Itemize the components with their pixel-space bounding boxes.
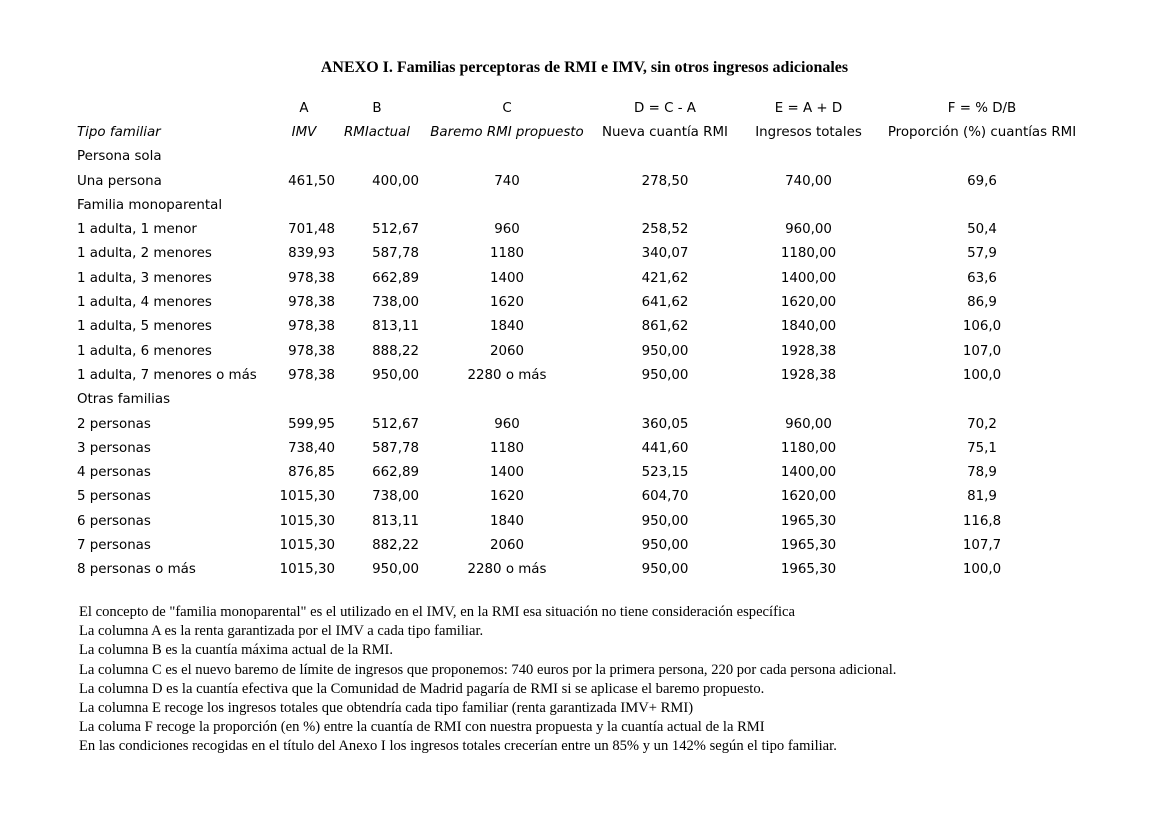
table-row xyxy=(77,363,1082,387)
nueva-cuantia-value: 441,60 xyxy=(641,440,689,456)
nueva-cuantia-value: 861,62 xyxy=(641,319,689,335)
ingresos-totales-value: 1928,38 xyxy=(780,343,837,359)
column-letter-c: C xyxy=(502,100,512,116)
rmi-actual-value: 813,11 xyxy=(372,513,419,529)
column-letter-e: E = A + D xyxy=(774,100,843,116)
row-label: 1 adulta, 6 menores xyxy=(77,343,212,359)
rmi-actual-value: 888,22 xyxy=(372,343,419,359)
proporcion-value: 78,9 xyxy=(967,465,997,481)
baremo-value: 1840 xyxy=(489,319,525,335)
baremo-value: 2280 o más xyxy=(467,562,547,578)
table-row xyxy=(77,460,1082,484)
section-heading: Otras familias xyxy=(77,392,171,408)
ingresos-totales-value: 1400,00 xyxy=(780,270,837,286)
row-label: 1 adulta, 5 menores xyxy=(77,319,212,335)
imv-value: 1015,30 xyxy=(279,489,335,505)
column-letter-f: F = % D/B xyxy=(947,100,1017,116)
nueva-cuantia-value: 950,00 xyxy=(641,562,689,578)
ingresos-totales-value: 1840,00 xyxy=(780,319,837,335)
imv-value: 1015,30 xyxy=(279,537,335,553)
table-row xyxy=(77,339,1082,363)
header-tipo-familiar: Tipo familiar xyxy=(77,124,161,140)
imv-value: 701,48 xyxy=(288,222,335,238)
rmi-actual-value: 512,67 xyxy=(372,222,419,238)
header-baremo-rmi: Baremo RMI propuesto xyxy=(430,124,584,140)
table-row xyxy=(77,533,1082,557)
rmi-actual-value: 400,00 xyxy=(372,173,419,189)
proporcion-value: 70,2 xyxy=(967,416,997,432)
proporcion-value: 57,9 xyxy=(967,246,997,262)
row-label: 8 personas o más xyxy=(77,562,196,578)
proporcion-value: 100,0 xyxy=(962,367,1002,383)
row-label: 2 personas xyxy=(77,416,151,432)
table-row xyxy=(77,558,1082,582)
row-label: 1 adulta, 4 menores xyxy=(77,295,212,311)
row-label: 1 adulta, 3 menores xyxy=(77,270,212,286)
imv-value: 461,50 xyxy=(288,173,335,189)
baremo-value: 1840 xyxy=(489,513,525,529)
row-label: 5 personas xyxy=(77,489,151,505)
note-line: La columna C es el nuevo baremo de límite de ingresos que proponemos: 740 euros por la primera persona, 220 por cada persona adicional. xyxy=(79,661,897,678)
annex-table xyxy=(77,96,1082,582)
rmi-actual-value: 950,00 xyxy=(372,367,419,383)
ingresos-totales-value: 1180,00 xyxy=(780,440,837,456)
row-label: 4 personas xyxy=(77,465,151,481)
baremo-value: 1400 xyxy=(489,270,525,286)
note-line: En las condiciones recogidas en el título del Anexo I los ingresos totales crecerían entre un 85% y un 142% según el tipo familiar. xyxy=(79,738,837,755)
ingresos-totales-value: 1928,38 xyxy=(780,367,837,383)
proporcion-value: 100,0 xyxy=(962,562,1002,578)
proporcion-value: 69,6 xyxy=(967,173,997,189)
imv-value: 1015,30 xyxy=(279,513,335,529)
proporcion-value: 81,9 xyxy=(967,489,997,505)
nueva-cuantia-value: 421,62 xyxy=(641,270,689,286)
ingresos-totales-value: 1620,00 xyxy=(780,489,837,505)
proporcion-value: 75,1 xyxy=(967,440,997,456)
section-heading: Familia monoparental xyxy=(77,197,223,213)
header-proporcion: Proporción (%) cuantías RMI xyxy=(887,124,1077,140)
baremo-value: 2280 o más xyxy=(467,367,547,383)
nueva-cuantia-value: 950,00 xyxy=(641,513,689,529)
imv-value: 978,38 xyxy=(288,295,335,311)
nueva-cuantia-value: 604,70 xyxy=(641,489,689,505)
imv-value: 876,85 xyxy=(288,465,335,481)
table-row xyxy=(77,315,1082,339)
note-line: La columna B es la cuantía máxima actual de la RMI. xyxy=(79,642,394,659)
baremo-value: 1180 xyxy=(489,246,525,262)
proporcion-value: 63,6 xyxy=(967,270,997,286)
header-ingresos-totales: Ingresos totales xyxy=(755,124,862,140)
baremo-value: 960 xyxy=(494,222,520,238)
column-letter-a: A xyxy=(299,100,309,116)
nueva-cuantia-value: 278,50 xyxy=(641,173,689,189)
table-row xyxy=(77,412,1082,436)
imv-value: 978,38 xyxy=(288,319,335,335)
row-label: 1 adulta, 2 menores xyxy=(77,246,212,262)
section-row xyxy=(77,193,1082,217)
note-line: La columna E recoge los ingresos totales que obtendría cada tipo familiar (renta garantizada IMV+ RMI) xyxy=(79,700,694,717)
section-row xyxy=(77,388,1082,412)
rmi-actual-value: 512,67 xyxy=(372,416,419,432)
proporcion-value: 107,0 xyxy=(962,343,1002,359)
rmi-actual-value: 587,78 xyxy=(372,246,419,262)
table-row xyxy=(77,485,1082,509)
page-title: ANEXO I. Familias perceptoras de RMI e IMV, sin otros ingresos adicionales xyxy=(320,59,849,76)
baremo-value: 2060 xyxy=(489,537,525,553)
imv-value: 978,38 xyxy=(288,343,335,359)
proporcion-value: 107,7 xyxy=(962,537,1002,553)
rmi-actual-value: 738,00 xyxy=(372,295,419,311)
table-row xyxy=(77,436,1082,460)
baremo-value: 1180 xyxy=(489,440,525,456)
column-letter-row xyxy=(77,96,1082,120)
ingresos-totales-value: 1620,00 xyxy=(780,295,837,311)
imv-value: 839,93 xyxy=(288,246,335,262)
row-label: 3 personas xyxy=(77,440,151,456)
imv-value: 1015,30 xyxy=(279,562,335,578)
table-row xyxy=(77,290,1082,314)
ingresos-totales-value: 1965,30 xyxy=(780,562,837,578)
row-label: 1 adulta, 7 menores o más xyxy=(77,367,257,383)
ingresos-totales-value: 960,00 xyxy=(785,416,832,432)
column-letter-tipo xyxy=(77,96,273,120)
header-nueva-cuantia: Nueva cuantía RMI xyxy=(602,124,728,140)
section-row xyxy=(77,145,1082,169)
note-line: El concepto de "familia monoparental" es el utilizado en el IMV, en la RMI esa situación no tiene consideración específica xyxy=(79,604,795,620)
ingresos-totales-value: 1965,30 xyxy=(780,513,837,529)
baremo-value: 1400 xyxy=(489,465,525,481)
rmi-actual-value: 882,22 xyxy=(372,537,419,553)
ingresos-totales-value: 740,00 xyxy=(785,173,832,189)
baremo-value: 960 xyxy=(494,416,520,432)
note-line: La columna A es la renta garantizada por el IMV a cada tipo familiar. xyxy=(79,623,484,640)
header-imv: IMV xyxy=(291,124,317,140)
proporcion-value: 116,8 xyxy=(962,513,1002,529)
row-label: 1 adulta, 1 menor xyxy=(77,222,197,238)
rmi-actual-value: 587,78 xyxy=(372,440,419,456)
nueva-cuantia-value: 360,05 xyxy=(641,416,689,432)
table-row xyxy=(77,242,1082,266)
column-letter-b: B xyxy=(372,100,382,116)
note-line: La columa F recoge la proporción (en %) entre la cuantía de RMI con nuestra propuesta y la cuantía actual de la RMI xyxy=(79,719,765,736)
section-heading: Persona sola xyxy=(77,149,162,165)
note-line: La columna D es la cuantía efectiva que la Comunidad de Madrid pagaría de RMI si se aplicase el baremo propuesto. xyxy=(79,680,765,697)
ingresos-totales-value: 1180,00 xyxy=(780,246,837,262)
baremo-value: 740 xyxy=(494,173,520,189)
imv-value: 978,38 xyxy=(288,367,335,383)
ingresos-totales-value: 1965,30 xyxy=(780,537,837,553)
nueva-cuantia-value: 950,00 xyxy=(641,537,689,553)
rmi-actual-value: 738,00 xyxy=(372,489,419,505)
proporcion-value: 86,9 xyxy=(967,295,997,311)
table-row xyxy=(77,217,1082,241)
rmi-actual-value: 950,00 xyxy=(372,562,419,578)
ingresos-totales-value: 1400,00 xyxy=(780,465,837,481)
proporcion-value: 106,0 xyxy=(962,319,1002,335)
baremo-value: 1620 xyxy=(489,295,525,311)
nueva-cuantia-value: 340,07 xyxy=(641,246,689,262)
rmi-actual-value: 662,89 xyxy=(372,465,419,481)
row-label: Una persona xyxy=(77,173,162,189)
column-header-row xyxy=(77,120,1082,144)
imv-value: 599,95 xyxy=(288,416,335,432)
baremo-value: 1620 xyxy=(489,489,525,505)
nueva-cuantia-value: 950,00 xyxy=(641,343,689,359)
row-label: 6 personas xyxy=(77,513,151,529)
nueva-cuantia-value: 258,52 xyxy=(641,222,689,238)
ingresos-totales-value: 960,00 xyxy=(785,222,832,238)
imv-value: 738,40 xyxy=(288,440,335,456)
table-row xyxy=(77,266,1082,290)
baremo-value: 2060 xyxy=(489,343,525,359)
row-label: 7 personas xyxy=(77,537,151,553)
header-rmi-actual: RMIactual xyxy=(343,124,411,140)
notes-block xyxy=(79,603,1139,757)
column-letter-d: D = C - A xyxy=(634,100,696,116)
imv-value: 978,38 xyxy=(288,270,335,286)
rmi-actual-value: 813,11 xyxy=(372,319,419,335)
table-row xyxy=(77,169,1082,193)
proporcion-value: 50,4 xyxy=(967,222,997,238)
rmi-actual-value: 662,89 xyxy=(372,270,419,286)
table-row xyxy=(77,509,1082,533)
nueva-cuantia-value: 523,15 xyxy=(641,465,689,481)
nueva-cuantia-value: 950,00 xyxy=(641,367,689,383)
nueva-cuantia-value: 641,62 xyxy=(641,295,689,311)
